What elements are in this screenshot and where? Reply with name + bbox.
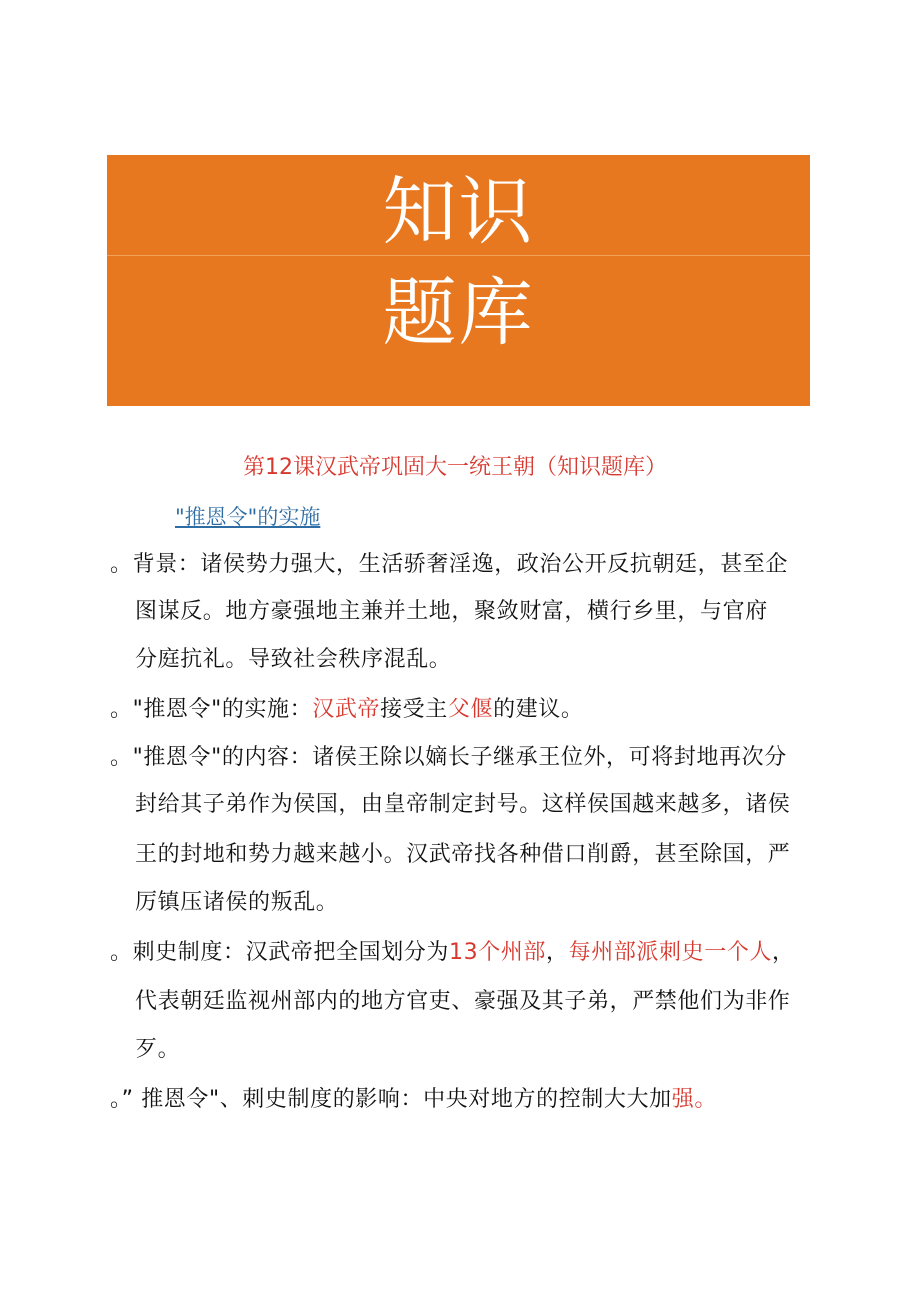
text-line — [110, 938, 795, 968]
text-line — [110, 550, 788, 580]
banner-title-line-1: 知识 — [382, 169, 535, 255]
text-line — [135, 597, 768, 627]
highlight-segment: 每州部派刺史一个人 — [568, 940, 773, 965]
text-segment: 图谋反。地方豪强地主兼并土地，聚敛财富，横行乡里，与官府 — [135, 599, 768, 624]
text-segment: 。刺史制度：汉武帝把全国划分为 — [110, 940, 450, 965]
text-segment: ， — [772, 940, 795, 965]
text-line — [135, 987, 790, 1017]
text-segment: 。"推恩令"的实施： — [110, 697, 313, 722]
text-line — [135, 790, 790, 820]
text-segment: 。” 推恩令"、刺史制度的影响：中央对地方的控制大大加 — [110, 1087, 672, 1112]
text-line — [110, 1085, 717, 1115]
text-segment: 接受主 — [380, 697, 448, 722]
text-segment: 代表朝廷监视州部内的地方官吏、豪强及其子弟，严禁他们为非作 — [135, 989, 791, 1014]
text-line — [110, 743, 787, 773]
text-segment: 厉镇压诸侯的叛乱。 — [135, 890, 339, 915]
text-segment: 封给其子弟作为侯国，由皇帝制定封号。这样侯国越来越多，诸侯 — [135, 792, 791, 817]
highlight-segment: 汉武帝 — [312, 697, 381, 722]
section-heading-link[interactable]: "推恩令"的实施 — [175, 505, 321, 529]
banner-title-line-2: 题库 — [382, 270, 535, 356]
text-segment: 分庭抗礼。导致社会秩序混乱。 — [135, 647, 452, 672]
text-line — [135, 645, 451, 675]
highlight-segment: 父偃 — [447, 697, 494, 722]
text-segment: 歹。 — [135, 1037, 181, 1062]
document-title: 第12课汉武帝巩固大一统王朝（知识题库） — [243, 455, 667, 480]
text-segment: 。背景：诸侯势力强大，生活骄奢淫逸，政治公开反抗朝廷，甚至企 — [110, 552, 789, 577]
text-segment: 。"推恩令"的内容：诸侯王除以嫡长子继承王位外，可将封地再次分 — [110, 745, 787, 770]
text-segment: 的建议。 — [493, 697, 584, 722]
text-segment: 王的封地和势力越来越小。汉武帝找各种借口削爵，甚至除国，严 — [135, 842, 791, 867]
title-banner — [107, 155, 810, 406]
text-line — [135, 840, 790, 870]
highlight-segment: 13个州部 — [449, 940, 547, 965]
text-segment: ， — [546, 940, 569, 965]
text-line — [110, 695, 583, 725]
text-line — [135, 1035, 180, 1065]
highlight-segment: 强。 — [671, 1087, 717, 1112]
text-line — [135, 888, 338, 918]
